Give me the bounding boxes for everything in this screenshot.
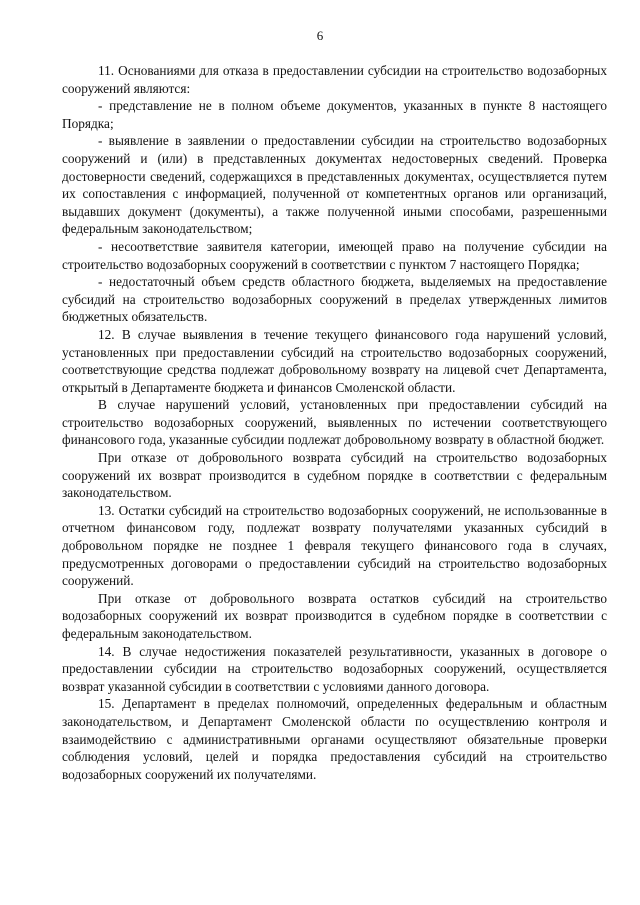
page-number: 6 [316, 28, 324, 43]
paragraph-12: 12. В случае выявления в течение текущего финансового года нарушений условий, установленных при предоставлении субсидий на строительство водозаборных сооружений, соответствующие средства подлежат добровольному возврату на лицевой счет Департамента, открытый в Департаменте бюджета и финансов Смоленской области. [62, 326, 607, 395]
paragraph-12-refusal: При отказе от добровольного возврата субсидий на строительство водозаборных сооружений их возврат производится в судебном порядке в соответствии с федеральным законодательством. [62, 450, 607, 501]
list-item-false-information: - выявление в заявлении о предоставлении субсидии на строительство водозаборных сооружений и (или) в представленных документах недостоверных сведений. Проверка достоверности сведений, содержащихся в представленных документах, осуществляется путем их сопоставления с информацией, полученной от компетентных органов или организаций, выдавших документ (документы), а также полученной иными способами, разрешенными федеральным законодательством; [62, 133, 607, 237]
paragraph-13: 13. Остатки субсидий на строительство водозаборных сооружений, не использованные в отчетном финансовом году, подлежат возврату получателями указанных субсидий в добровольном порядке не позднее 1 февраля текущего финансового года в случаях, предусмотренных договорами о предоставлении субсидий на строительство водозаборных сооружений. [62, 502, 607, 589]
paragraph-11: 11. Основаниями для отказа в предоставлении субсидии на строительство водозаборных сооружений являются: [62, 63, 607, 96]
paragraph-12-violations-after-year: В случае нарушений условий, установленных при предоставлении субсидий на строительство водозаборных сооружений, выявленных по истечении соответствующего финансового года, указанные субсидии подлежат добровольному возврату в областной бюджет. [62, 397, 607, 448]
list-item-category-mismatch: - несоответствие заявителя категории, имеющей право на получение субсидии на строительство водозаборных сооружений в соответствии с пунктом 7 настоящего Порядка; [62, 238, 607, 272]
document-body [62, 62, 607, 783]
list-item-incomplete-documents: - представление не в полном объеме документов, указанных в пункте 8 настоящего Порядка; [62, 98, 607, 131]
list-item-insufficient-budget: - недостаточный объем средств областного бюджета, выделяемых на предоставление субсидий на строительство водозаборных сооружений в пределах утвержденных лимитов бюджетных обязательств. [62, 274, 607, 325]
paragraph-15: 15. Департамент в пределах полномочий, определенных федеральным и областным законодательством, и Департамент Смоленской области по осуществлению контроля и взаимодействию с административными органами осуществляют обязательные проверки соблюдения условий, целей и порядка предоставления субсидий на строительство водозаборных сооружений их получателями. [62, 696, 607, 782]
paragraph-14: 14. В случае недостижения показателей результативности, указанных в договоре о предоставлении субсидии на строительство водозаборных сооружений, осуществляется возврат указанной субсидии в соответствии с условиями данного договора. [62, 643, 607, 694]
paragraph-13-refusal: При отказе от добровольного возврата остатков субсидий на строительство водозаборных сооружений их возврат производится в судебном порядке в соответствии с федеральным законодательством. [62, 590, 607, 641]
